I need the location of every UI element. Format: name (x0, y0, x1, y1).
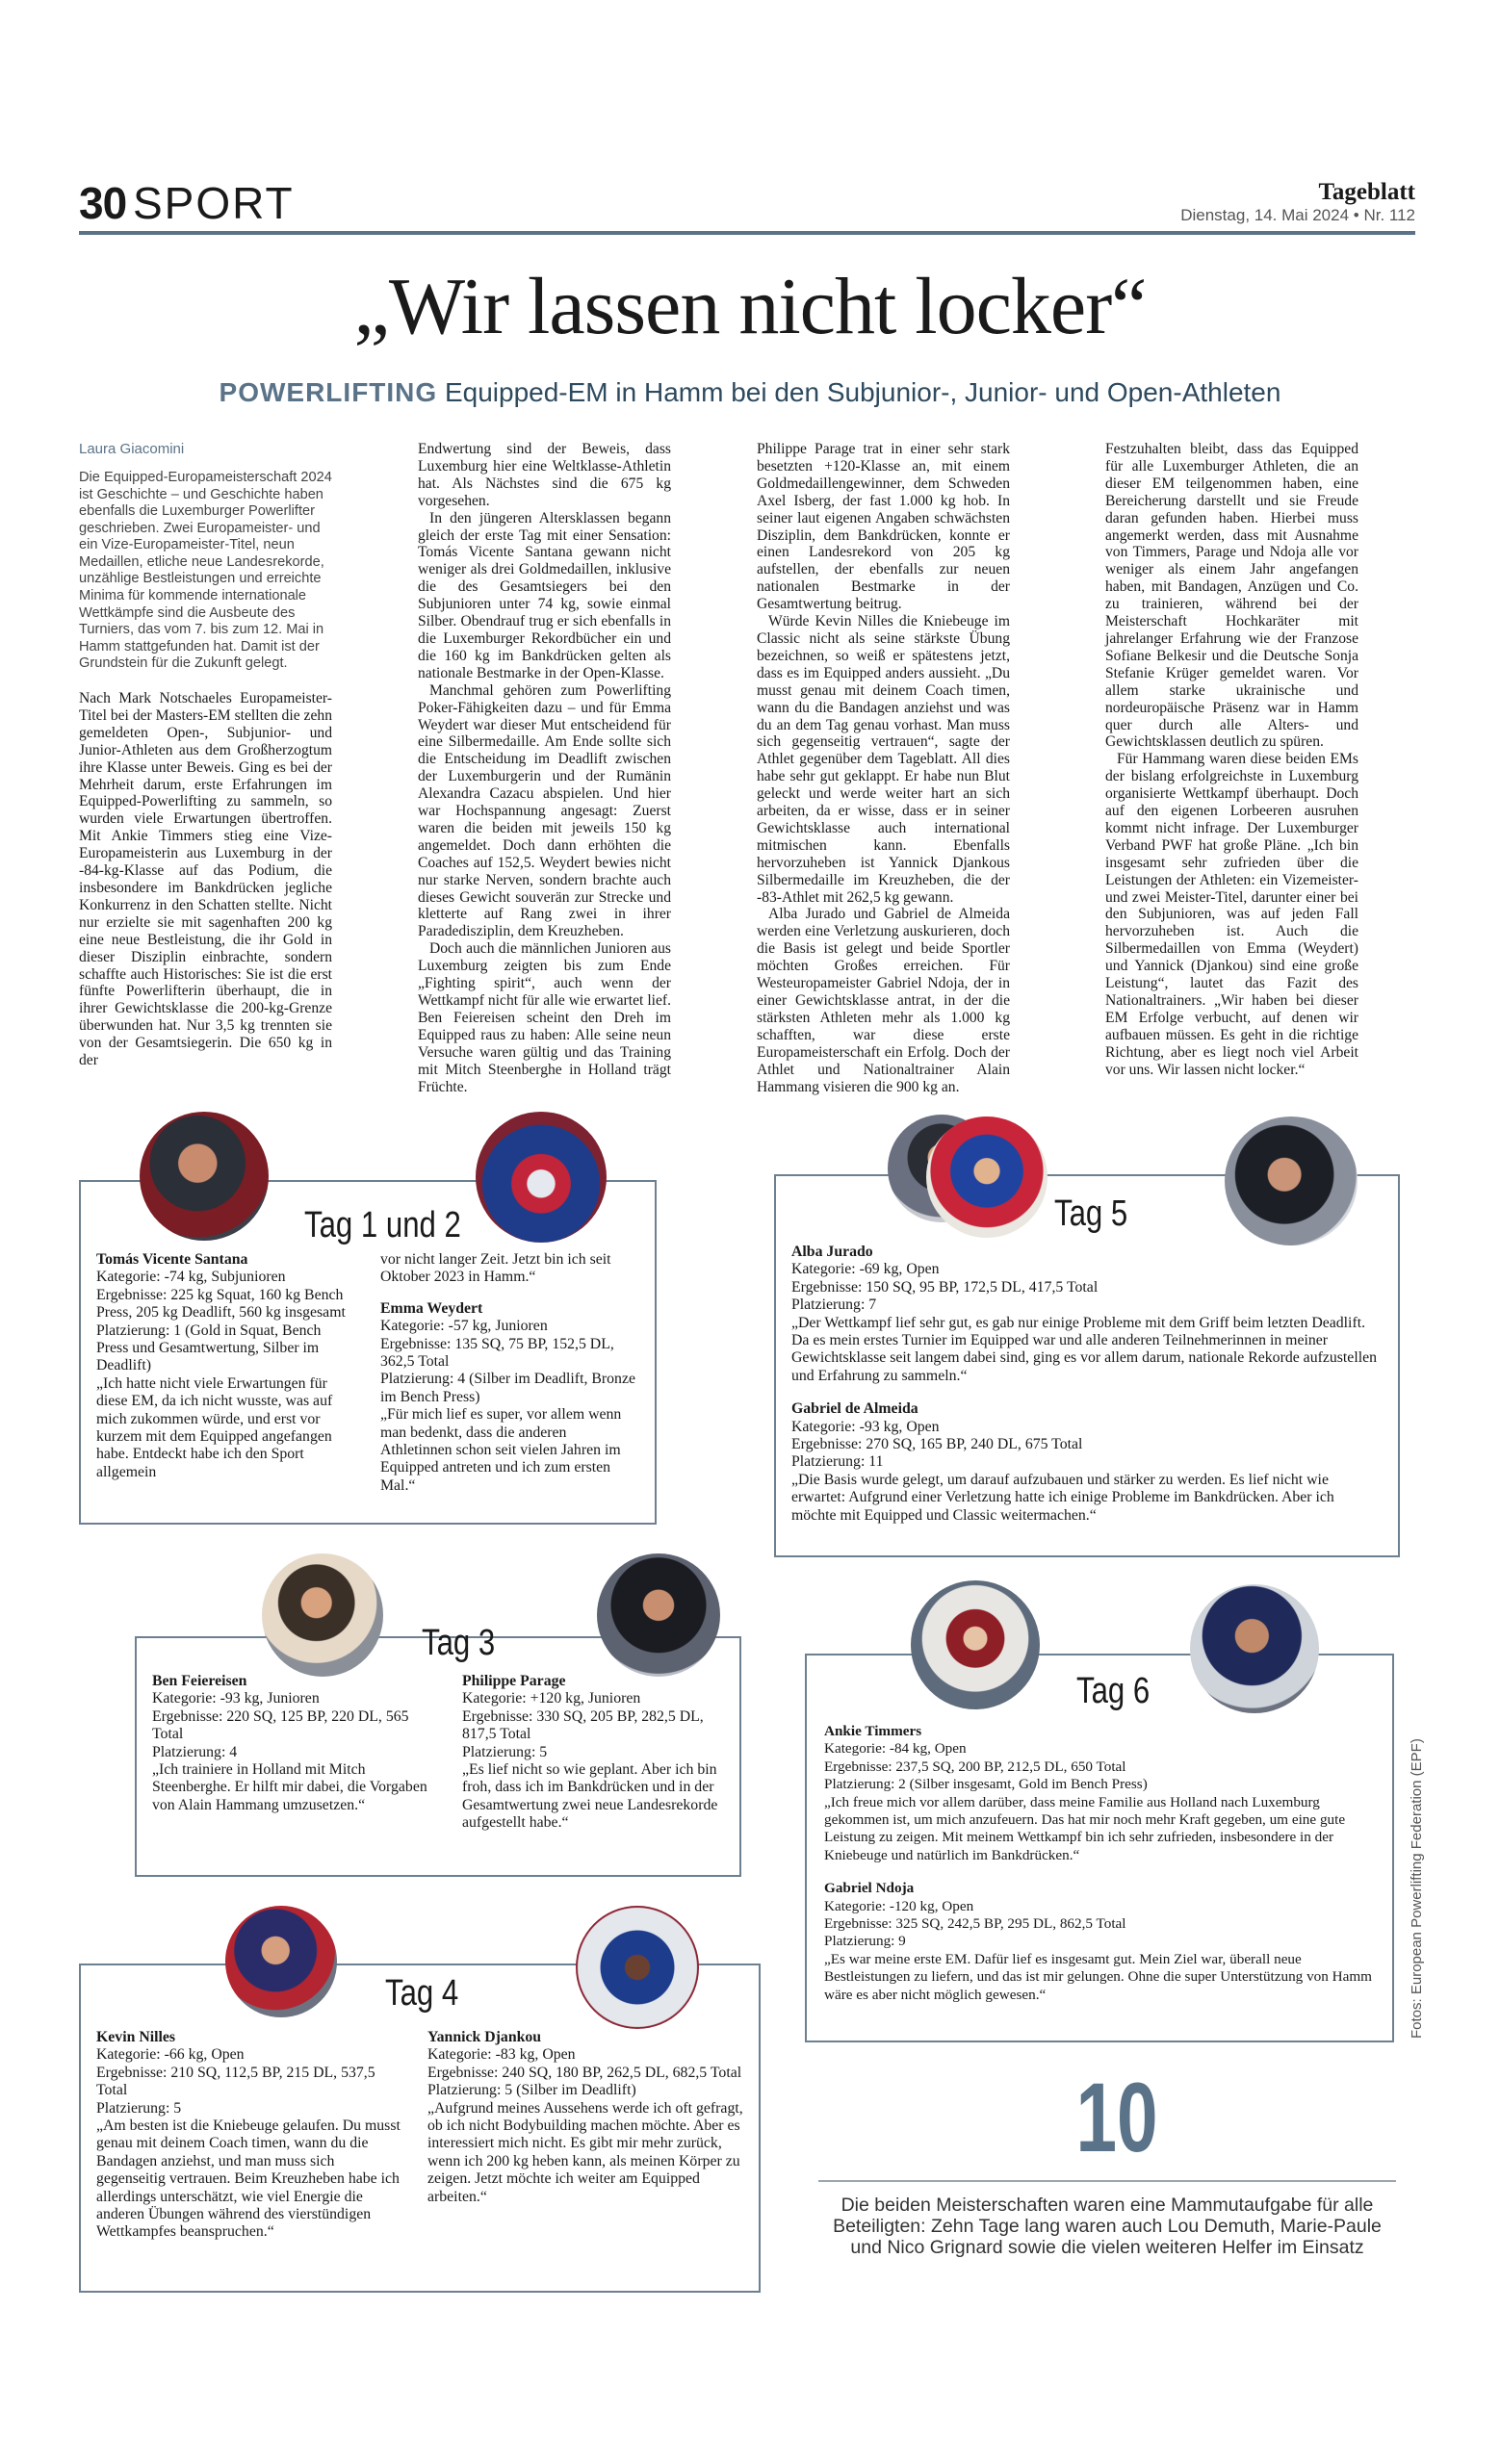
body-paragraph: Festzuhalten bleibt, dass das Equipped für alle Luxemburger Athleten, die an dieser EM teilgenommen haben, eine Bereicherung darstellt und sie Freude daran gefunden haben. Hierbei muss angemerkt werden, dass mit Ausnahme von Timmers, Parage und Ndoja alle vor weniger als einem Jahr angefangen haben, mit Bandagen, Anzügen und Co. zu trainieren, während bei der Meisterschaft Hochkaräter mit jahrelanger Erfahrung wie der Franzose Sofiane Belkesir und die Deutsche Sonja Stefanie Krüger gemeldet waren. Vor allem starke ukrainische und nordeuropäische Präsenz war in Hamm quer durch alle Alters- und Gewichtsklassen deutlich zu spüren. (1105, 441, 1358, 751)
athlete-entry (462, 1673, 732, 1833)
page-number: 30 (79, 178, 127, 228)
subheadline (0, 377, 1500, 408)
kicker: POWERLIFTING (219, 377, 438, 407)
athlete-details: Kategorie: -69 kg, Open Ergebnisse: 150 SQ, 95 BP, 172,5 DL, 417,5 Total Platzierung: 7 „Der Wettkampf lief sehr gut, es gab nur einige Probleme mit dem Griff beim letzten Deadlift. Da es mein erstes Turnier im Equipped war und alle anderen Teilnehmerinnen in meiner Gewichtsklasse seit langem dabei sind, ging es vor allem darum, nationale Rekorde aufzustellen und Erfahrung zu sammeln.“ (791, 1261, 1378, 1384)
athlete-photo (926, 1116, 1047, 1238)
box-title: Tag 5 (1054, 1194, 1128, 1234)
athlete-details: Kategorie: -57 kg, Junioren Ergebnisse: 135 SQ, 75 BP, 152,5 DL, 362,5 Total Platzierung: 4 (Silber im Deadlift, Bronze im Bench Press) „Für mich lief es super, vor allem wenn man bedenkt, dass die anderen Athletinnen schon seit vielen Jahren im Equipped antreten und ich zum ersten Mal.“ (380, 1318, 635, 1494)
athlete-entry (152, 1673, 441, 1814)
body-paragraph: Für Hammang waren diese beiden EMs der bislang erfolgreichste in Luxemburg organisierte Wettkampf überhaupt. Doch auf den eigenen Lorbeeren ausruhen kommt nicht infrage. Der Luxemburger Verband PWF hat große Pläne. „Ich bin insgesamt sehr zufrieden über die Leistungen der Athleten: ein Vizemeister- und zwei Meister-Titel, darunter einer bei den Subjunioren, was auf jeden Fall hervorzuheben ist. Auch die Silbermedaillen von Emma (Weydert) und Yannick (Djankou) sind eine große Leistung“, lautet das Fazit des Nationaltrainers. „Wir haben bei dieser EM Erfolge verbucht, auf denen wir aufbauen müssen. Es geht in die richtige Richtung, aber es liegt noch viel Arbeit vor uns. Wir lassen nicht locker.“ (1105, 751, 1358, 1078)
athlete-entry (791, 1244, 1379, 1525)
athlete-name: Kevin Nilles (96, 2029, 176, 2045)
section-title: SPORT (133, 178, 295, 228)
box-title: Tag 4 (385, 1973, 459, 2014)
athlete-entry (824, 1723, 1383, 2004)
athlete-photo (140, 1112, 269, 1241)
athlete-details: Kategorie: -66 kg, Open Ergebnisse: 210 SQ, 112,5 BP, 215 DL, 537,5 Total Platzierung: 5 „Am besten ist die Kniebeuge gelaufen. Du musst genau mit deinem Coach timen, wann du die Bandagen anziehst, und man muss sich gegenseitig vertrauen. Beim Kreuzheben habe ich allerdings unterschätzt, wie viel Energie die anderen Übungen während des vierstündigen Wettkampfes beanspruchen.“ (96, 2046, 401, 2241)
body-paragraph: Nach Mark Notschaeles Europameister-Titel bei der Masters-EM stellten die zehn gemeldeten Open-, Subjunior- und Junior-Athleten aus dem Großherzogtum ihre Klasse unter Beweis. Ging es bei der Mehrheit darum, erste Erfahrungen im Equipped-Powerlifting zu sammeln, so wurden viele Erwartungen übertroffen. Mit Ankie Timmers stieg eine Vize-Europameisterin aus Luxemburg in der -84-kg-Klasse auf das Podium, die insbesondere im Bankdrücken jegliche Konkurrenz in den Schatten stellte. Nicht nur erzielte sie mit sagenhaften 200 kg eine neue Bestleistung, die ihr Gold in dieser Disziplin einbrachte, sondern schaffte auch Historisches: Sie ist die erst fünfte Powerlifterin überhaupt, die in ihrer Gewichtsklasse die 200-kg-Grenze überwunden hat. Nur 3,5 kg trennten sie von der Gesamtsiegerin. Die 650 kg in der (79, 690, 332, 1069)
headline: „Wir lassen nicht locker“ (353, 262, 1147, 351)
intro-text: Die Equipped-Europameisterschaft 2024 ist Geschichte – und Geschichte haben ebenfalls die Luxemburger Powerlifter geschrieben. Zwei Europameister- und ein Vize-Europameister-Titel, neun Medaillen, etliche neue Landesrekorde, unzählige Bestleistungen und erreichte Minima für kommende internationale Wettkämpfe sind die Ausbeute des Turniers, das vom 7. bis zum 12. Mai in Hamm stattgefunden hat. Damit ist der Grundstein für die Zukunft gelegt. (79, 469, 332, 672)
athlete-details: Kategorie: -93 kg, Open Ergebnisse: 270 SQ, 165 BP, 240 DL, 675 Total Platzierung: 11 „Die Basis wurde gelegt, um darauf aufzubauen und stärker zu werden. Es lief nicht wie erwartet: Aufgrund einer Verletzung hatte ich einige Probleme im Bankdrücken. Aber ich möchte mit Equipped und Classic weitermachen.“ (791, 1418, 1334, 1524)
dateline: Dienstag, 14. Mai 2024 • Nr. 112 (1180, 206, 1415, 224)
athlete-details: Kategorie: +120 kg, Junioren Ergebnisse: 330 SQ, 205 BP, 282,5 DL, 817,5 Total Platzierung: 5 „Es lief nicht so wie geplant. Aber ich bin froh, dass ich im Bankdrücken und in der Gesamtwertung zwei neue Landesrekorde aufgestellt habe.“ (462, 1690, 718, 1832)
athlete-details-continued: vor nicht langer Zeit. Jetzt bin ich seit Oktober 2023 in Hamm.“ (380, 1251, 611, 1286)
athlete-entry (96, 2029, 404, 2242)
athlete-name: Emma Weydert (380, 1299, 483, 1317)
athlete-name: Yannick Djankou (427, 2029, 542, 2045)
newspaper-brand: Tageblatt (1318, 179, 1415, 205)
athlete-photo (225, 1906, 337, 2017)
fact-caption: Die beiden Meisterschaften waren eine Mammutaufgabe für alle Beteiligten: Zehn Tage lang waren auch Lou Demuth, Marie-Paule und Nico Grignard sowie die vielen weiteren Helfer im Einsatz (833, 2194, 1382, 2258)
athlete-name: Philippe Parage (462, 1673, 566, 1689)
column-2 (418, 441, 671, 1095)
athlete-details: Kategorie: -83 kg, Open Ergebnisse: 240 SQ, 180 BP, 262,5 DL, 682,5 Total Platzierung: 5 (Silber im Deadlift) „Aufgrund meines Aussehens werde ich oft gefragt, ob ich nicht Bodybuilding machen möchte. Aber es interessiert mich nicht. Es gibt mir mehr zurück, wenn ich 200 kg heben kann, als meinen Körper zu zeigen. Jetzt möchte ich weiter am Equipped arbeiten.“ (427, 2046, 743, 2205)
podium-photo (911, 1580, 1040, 1709)
column-1 (79, 441, 332, 1069)
athlete-name: Gabriel de Almeida (791, 1400, 918, 1418)
athlete-details: Kategorie: -120 kg, Open Ergebnisse: 325 SQ, 242,5 BP, 295 DL, 862,5 Total Platzierung: 9 „Es war meine erste EM. Dafür lief es insgesamt gut. Mein Ziel war, überall neue Bestleistungen zu liefern, und das ist mir gelungen. Ohne die super Unterstützung von Hamm wäre es aber nicht möglich gewesen.“ (824, 1897, 1372, 2003)
athlete-name: Tomás Vicente Santana (96, 1251, 248, 1268)
box-title: Tag 6 (1076, 1671, 1151, 1711)
athlete-photo (597, 1553, 720, 1677)
athlete-name: Ben Feiereisen (152, 1673, 247, 1689)
athlete-photo (576, 1906, 699, 2029)
fact-number: 10 (1075, 2063, 1158, 2172)
athlete-entry (96, 1251, 354, 1481)
column-4 (1105, 441, 1358, 1079)
photo-credit: Fotos: European Powerlifting Federation (EPF) (1409, 1738, 1425, 2039)
header-rule (79, 231, 1415, 235)
athlete-photo (476, 1112, 607, 1243)
box-title: Tag 1 und 2 (304, 1205, 461, 1245)
body-paragraph: Manchmal gehören zum Powerlifting Poker-Fähigkeiten dazu – und für Emma Weydert war dieser Mut entscheidend für eine Silbermedaille. Am Ende sollte sich die Entscheidung im Deadlift zwischen der Luxemburgerin und der Rumänin Alexandra Cazacu abspielen. Und hier war Hochspannung angesagt: Zuerst waren die beiden mit jeweils 150 kg angemeldet. Doch dann erhöhten die Coaches auf 152,5. Weydert bewies nicht nur starke Nerven, sondern brachte auch dieses Gewicht souverän zur Strecke und kletterte auf Rang zwei in ihrer Paradedisziplin, dem Kreuzheben. (418, 681, 671, 940)
athlete-name: Ankie Timmers (824, 1723, 922, 1739)
fact-rule (818, 2180, 1396, 2182)
body-paragraph: Alba Jurado und Gabriel de Almeida werden eine Verletzung auskurieren, doch die Basis ist gelegt und beide Sportler möchten Großes erreichen. Für Westeuropameister Gabriel Ndoja, der in einer Gewichtsklasse antrat, in der die stärksten Athleten mehr als 1.000 kg schafften, war diese erste Europameisterschaft ein Erfolg. Doch der Athlet und Nationaltrainer Alain Hammang visieren die 900 kg an. (757, 906, 1010, 1095)
athlete-name: Gabriel Ndoja (824, 1880, 915, 1897)
athlete-details: Kategorie: -93 kg, Junioren Ergebnisse: 220 SQ, 125 BP, 220 DL, 565 Total Platzierung: 4 „Ich trainiere in Holland mit Mitch Steenberghe. Er hilft mir dabei, die Vorgaben von Alain Hammang umzusetzen.“ (152, 1690, 427, 1813)
athlete-entry (427, 2029, 745, 2206)
subhead-text: Equipped-EM in Hamm bei den Subjunior-, Junior- und Open-Athleten (437, 377, 1281, 407)
author: Laura Giacomini (79, 441, 185, 457)
column-3 (757, 441, 1010, 1095)
athlete-photo (262, 1553, 383, 1677)
body-paragraph: Endwertung sind der Beweis, dass Luxemburg hier eine Weltklasse-Athletin hat. Als Nächstes sind die 675 kg vorgesehen. (418, 441, 671, 509)
body-paragraph: Würde Kevin Nilles die Kniebeuge im Classic nicht als seine stärkste Übung bezeichnen, so weiß er spätestens jetzt, dass es im Equipped anders aussieht. „Du musst genau mit deinem Coach timen, wann du die Bandagen anziehst und was du an dem Tag genau vorhast. Man muss sich gegenseitig vertrauen“, sagte der Athlet gegenüber dem Tageblatt. All dies habe sehr gut geklappt. Er habe nun Blut geleckt und werde weiter hart an sich arbeiten, da er wisse, dass er in seiner Gewichtsklasse auch international mitmischen kann. Ebenfalls hervorzuheben ist Yannick Djankous Silbermedaille im Kreuzheben, die der -83-Athlet mit 262,5 kg gewann. (757, 613, 1010, 906)
athlete-name: Alba Jurado (791, 1244, 873, 1260)
body-paragraph: In den jüngeren Altersklassen begann gleich der erste Tag mit einer Sensation: Tomás Vicente Santana gewann nicht weniger als drei Goldmedaillen, inklusive die des Gesamtsiegers bei den Subjunioren unter 74 kg, sowie einmal Silber. Obendrauf trug er sich ebenfalls in die Luxemburger Rekordbücher ein und die 160 kg im Bankdrücken gelten als nationale Bestmarke in der Open-Klasse. (418, 509, 671, 681)
athlete-entry (380, 1251, 640, 1495)
box-title: Tag 3 (422, 1623, 496, 1663)
body-paragraph: Doch auch die männlichen Junioren aus Luxemburg zeigten bis zum Ende „Fighting spirit“, auch wenn der Wettkampf nicht für alle wie erwartet lief. Ben Feiereisen scheint den Dreh im Equipped raus zu haben: Alle seine neun Versuche waren gültig und das Training mit Mitch Steenberghe in Holland trägt Früchte. (418, 940, 671, 1095)
body-paragraph: Philippe Parage trat in einer sehr stark besetzten +120-Klasse an, mit einem Goldmedaillengewinner, dem Schweden Axel Isberg, der fast 1.000 kg hob. In seiner laut eigenen Angaben schwächsten Disziplin, dem Bankdrücken, konnte er einen Landesrekord von 205 kg aufstellen, der ebenfalls zur neuen nationalen Bestmarke in der Gesamtwertung beitrug. (757, 441, 1010, 613)
athlete-details: Kategorie: -84 kg, Open Ergebnisse: 237,5 SQ, 200 BP, 212,5 DL, 650 Total Platzierung: 2 (Silber insgesamt, Gold im Bench Press) „Ich freue mich vor allem darüber, dass meine Familie aus Holland nach Luxemburg gekommen ist, um mich anzufeuern. Das hat mir noch mehr Kraft gegeben, um eine gute Leistung zu zeigen. Mit meinem Wettkampf bin ich sehr zufrieden, insbesondere in der Kniebeuge und natürlich im Bankdrücken.“ (824, 1740, 1346, 1863)
athlete-photo (1225, 1116, 1358, 1245)
athlete-photo (1190, 1584, 1319, 1713)
athlete-details: Kategorie: -74 kg, Subjunioren Ergebnisse: 225 kg Squat, 160 kg Bench Press, 205 kg Deadlift, 560 kg insgesamt Platzierung: 1 (Gold in Squat, Bench Press und Gesamtwertung, Silber im Deadlift) „Ich hatte nicht viele Erwartungen für diese EM, da ich nicht wusste, was auf mich zukommen würde, und erst vor kurzem mit dem Equipped angefangen habe. Entdeckt habe ich den Sport allgemein (96, 1269, 346, 1480)
